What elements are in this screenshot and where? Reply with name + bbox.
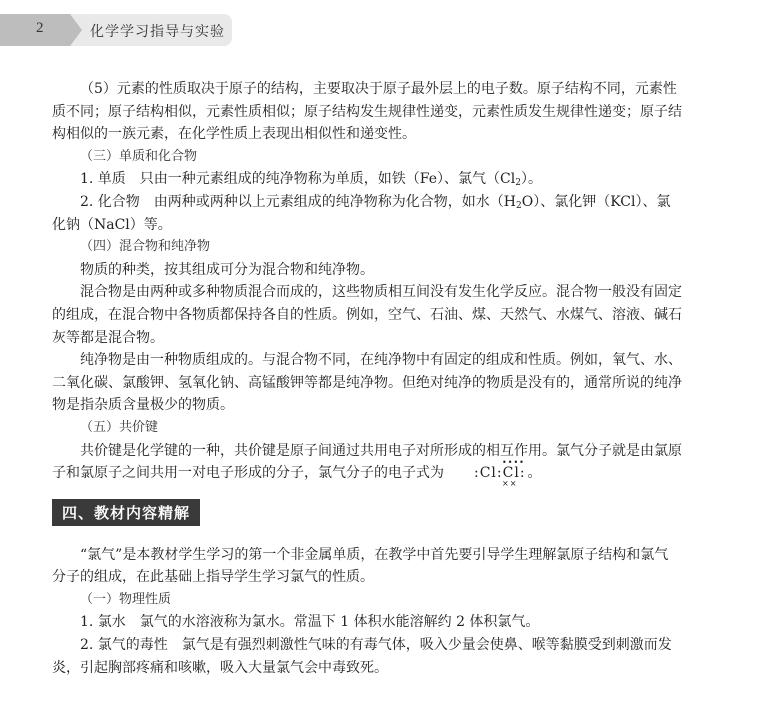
item-chlorine-water: 1. 氯水 氯气的水溶液称为氯水。常温下 1 体积水能溶解约 2 体积氯气。	[80, 614, 540, 631]
page-number-tab	[0, 14, 70, 46]
paragraph-pure-substance: 纯净物是由一种物质组成的。与混合物不同，在纯净物中有固定的组成和性质。例如，氧气、水、二氧化碳、氯酸钾、氢氧化钠、高锰酸钾等都是纯净物。但绝对纯净的物质是没有的，通常所说的纯净物是指杂质含量极少的物质。	[52, 352, 682, 414]
subheading-physical-properties: （一）物理性质	[80, 591, 172, 607]
page-body	[52, 78, 682, 679]
subheading-mixture-pure: （四）混合物和纯净物	[80, 239, 211, 255]
item-chlorine-toxicity: 2. 氯气的毒性 氯气是有强烈刺激性气味的有毒气体，吸入少量会使鼻、喉等黏膜受到刺激而发炎，引起胸部疼痛和咳嗽，吸入大量氯气会中毒致死。	[52, 637, 672, 676]
page-header	[0, 14, 240, 46]
page-number-arrow	[70, 14, 82, 46]
paragraph-covalent-bond: 共价键是化学键的一种，共价键是原子间通过共用电子对所形成的相互作用。氯气分子就是由氯原子和氯原子之间共用一对电子形成的分子，氯气分子的电子式为 :Cl:Cl: •••• ×× 。	[52, 442, 682, 488]
paragraph-mixture: 混合物是由两种或多种物质混合而成的，这些物质相互间没有发生化学反应。混合物一般没有固定的组成，在混合物中各物质都保持各自的性质。例如，空气、石油、煤、天然气、水煤气、溶液、碱石灰等都是混合物。	[52, 284, 682, 346]
book-title: 化学学习指导与实验	[90, 24, 225, 40]
chlorine-electron-formula: :Cl:Cl: •••• ××	[474, 458, 526, 488]
subheading-elements-compounds: （三）单质和化合物	[80, 148, 198, 164]
item-simple-substance: 1. 单质 只由一种元素组成的纯净物称为单质，如铁（Fe）、氯气$(Cl_2)$。	[80, 171, 542, 189]
subheading-covalent-bond: （五）共价键	[80, 419, 159, 435]
paragraph-element-properties: （5）元素的性质取决于原子的结构，主要取决于原子最外层上的电子数。原子结构不同，元素性质不同；原子结构相似，元素性质相似；原子结构发生规律性递变，元素性质发生规律性递变；原子结构相似的一族元素，在化学性质上表现出相似性和递变性。	[52, 81, 682, 143]
section-title: 四、教材内容精解	[52, 499, 200, 526]
paragraph-chlorine-intro: “氯气”是本教材学生学习的第一个非金属单质，在教学中首先要引导学生理解氯原子结构和氯气分子的组成，在此基础上指导学生学习氯气的性质。	[52, 546, 669, 586]
item-compound: 2. 化合物 由两种或两种以上元素组成的纯净物称为化合物，如水$(H_2O)$、氯化钾（KCl）、氯化钠（NaCl）等。	[52, 193, 671, 233]
paragraph-substance-types: 物质的种类，按其组成可分为混合物和纯净物。	[80, 261, 374, 278]
page-number: 2	[36, 20, 44, 36]
